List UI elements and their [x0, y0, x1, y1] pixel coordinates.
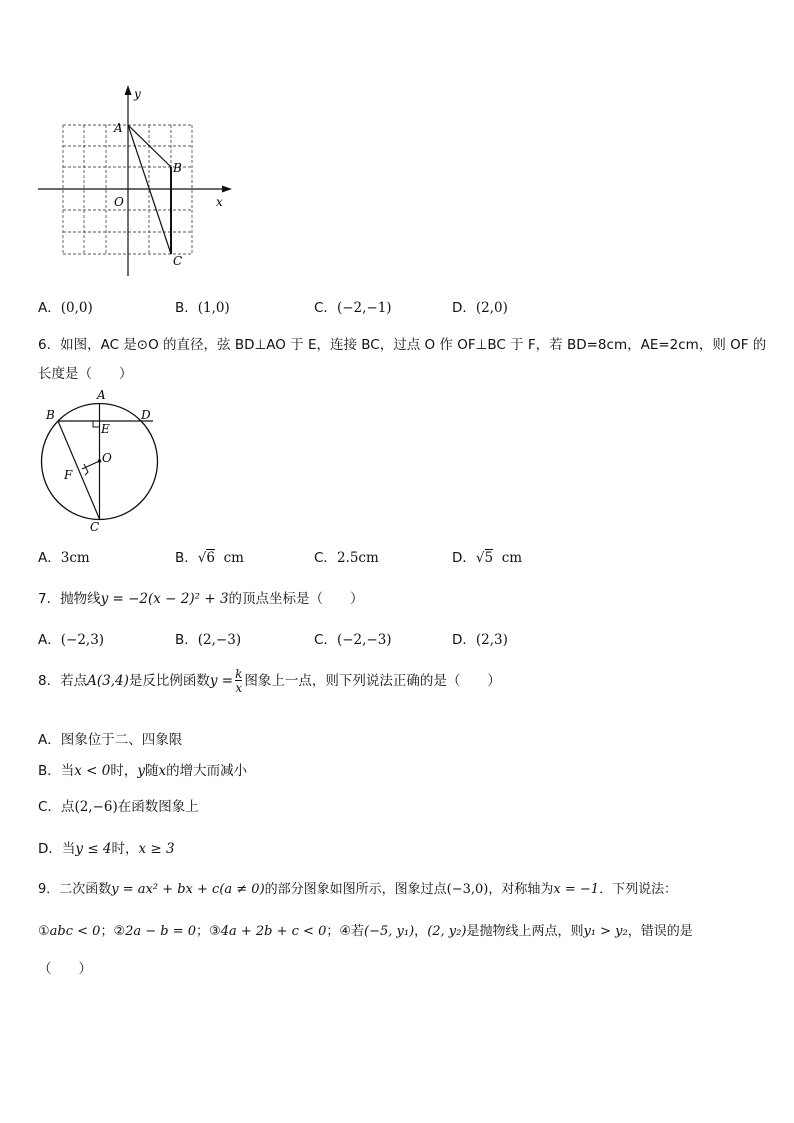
q8-stem: 8．若点A(3,4)是反比例函数y = $\frac{k}{x}$ 图象上一点，则下列说法正确的是（ ） — [38, 667, 501, 695]
q6-stem-line1: 6．如图，AC 是⊙O 的直径，弦 BD⊥AO 于 E，连接 BC，过点 O 作 OF⊥BC 于 F，若 BD=8cm，AE=2cm，则 OF 的 — [38, 337, 767, 353]
q6-circle-figure — [34, 385, 169, 533]
fraction-k-over-x: $\frac{k}{x}$ — [235, 667, 243, 695]
right-angle-f — [84, 464, 88, 475]
y-axis-arrow — [125, 85, 132, 95]
q5-option-a[interactable]: A．(0,0) — [38, 300, 93, 316]
q8-option-d[interactable]: D．当y ≤ 4时，x ≥ 3 — [38, 841, 175, 857]
q8-option-a[interactable]: A．图象位于二、四象限 — [38, 732, 183, 748]
q6-stem-line2: 长度是（ ） — [38, 366, 133, 382]
q7-option-c[interactable]: C．(−2,−3) — [314, 632, 392, 648]
center-o-dot — [98, 459, 102, 463]
q9-stem-line2: ①abc < 0；②2a − b = 0；③4a + 2b + c < 0；④若(−5, y₁)，(2, y₂)是抛物线上两点，则y₁ > y₂，错误的是 — [38, 924, 693, 939]
q9-stem-line1: 9．二次函数y = ax² + bx + c(a ≠ 0)的部分图象如图所示，图象过点(−3,0)，对称轴为x = −1．下列说法： — [38, 882, 678, 897]
q7-stem: 7．抛物线y = −2(x − 2)² + 3的顶点坐标是（ ） — [38, 591, 364, 607]
point-o-label: O — [102, 451, 112, 465]
q9-answer-paren: （ ） — [38, 961, 92, 977]
point-a-label: A — [97, 388, 106, 402]
point-f-label: F — [64, 468, 73, 482]
y-axis-label: y — [134, 87, 141, 101]
q6-option-d[interactable]: D．√5 cm — [452, 550, 523, 566]
q6-option-b[interactable]: B．√6 cm — [175, 550, 244, 566]
q6-option-c[interactable]: C．2.5cm — [314, 550, 379, 566]
q5-option-c[interactable]: C．(−2,−1) — [314, 300, 392, 316]
sqrt-5: √5 — [475, 550, 494, 566]
q5-option-b[interactable]: B．(1,0) — [175, 300, 230, 316]
x-axis-label: x — [216, 195, 223, 209]
q8-point: A(3,4) — [87, 673, 129, 689]
sqrt-6: √6 — [197, 550, 215, 566]
point-c-label: C — [90, 520, 100, 533]
point-c-label: C — [173, 254, 183, 268]
point-a-label: A — [114, 121, 123, 135]
origin-label: O — [114, 195, 124, 209]
point-b-label: B — [46, 408, 55, 422]
q7-equation: y = −2(x − 2)² + 3 — [100, 591, 229, 607]
x-axis-arrow — [222, 186, 232, 193]
q7-option-b[interactable]: B．(2,−3) — [175, 632, 242, 648]
right-angle-e — [93, 421, 100, 427]
q5-option-d[interactable]: D．(2,0) — [452, 300, 508, 316]
q7-option-a[interactable]: A．(−2,3) — [38, 632, 105, 648]
q8-option-b[interactable]: B．当x < 0时，y随x的增大而减小 — [38, 763, 248, 779]
q5-grid-figure — [34, 82, 244, 282]
q6-option-a[interactable]: A．3cm — [38, 550, 90, 566]
q8-option-c[interactable]: C．点(2,−6)在函数图象上 — [38, 799, 199, 815]
q7-option-d[interactable]: D．(2,3) — [452, 632, 508, 648]
point-d-label: D — [141, 408, 151, 422]
point-b-label: B — [173, 161, 182, 175]
point-e-label: E — [101, 422, 110, 436]
